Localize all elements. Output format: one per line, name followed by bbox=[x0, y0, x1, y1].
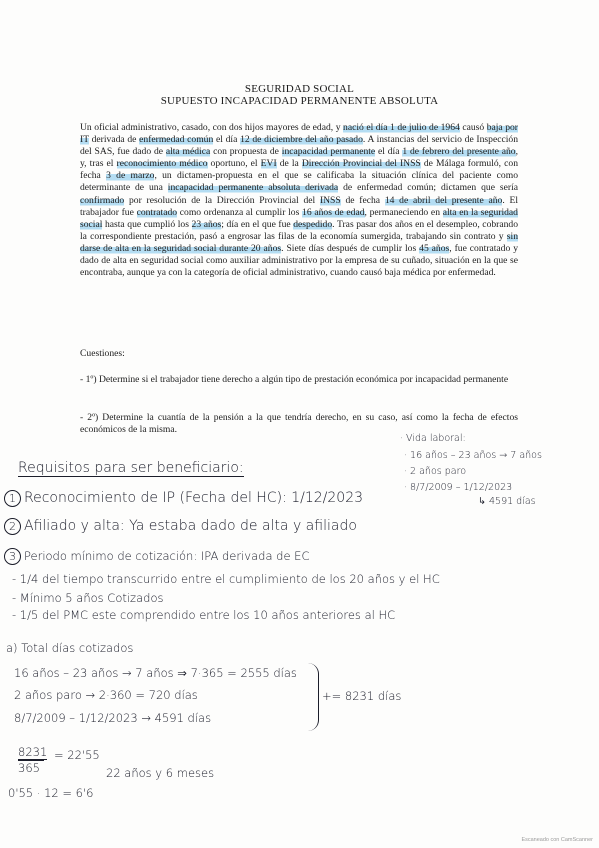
highlighted-text: 3 de marzo bbox=[106, 170, 155, 182]
case-text: . Siete días después de cumplir los bbox=[281, 242, 420, 254]
case-text: derivada de bbox=[88, 134, 140, 146]
case-text: como ordenanza al cumplir los bbox=[177, 206, 303, 218]
highlighted-text: reconocimiento médico bbox=[116, 158, 208, 170]
number-circle: 1 bbox=[4, 490, 21, 507]
highlighted-text: 16 años de edad bbox=[302, 206, 365, 218]
case-text: oportuno, el bbox=[207, 158, 261, 170]
case-text: con propuesta de bbox=[210, 146, 282, 158]
highlighted-text: enfermedad común bbox=[139, 134, 214, 146]
case-text: ; día en el que fue bbox=[221, 218, 294, 230]
vida-laboral-item: · 16 años – 23 años → 7 años bbox=[404, 450, 542, 461]
question-2: - 2º) Determine la cuantía de la pensión a la que tendría derecho, en su caso, así como la fecha de efectos económicos de la misma. bbox=[80, 412, 518, 436]
case-text: de enfermedad común; dictamen que sería bbox=[338, 182, 518, 194]
highlighted-text: 1 de febrero del presente año bbox=[402, 146, 516, 158]
highlighted-text: 12 de diciembre del año pasado bbox=[240, 134, 363, 146]
requisito-3-condition: - 1/4 del tiempo transcurrido entre el cumplimiento de los 20 años y el HC bbox=[12, 572, 440, 586]
case-text: de fecha bbox=[340, 194, 385, 206]
case-text: . A instancias del servicio de Inspección del SAS, fue dado de bbox=[80, 134, 518, 158]
document-subtitle: SUPUESTO INCAPACIDAD PERMANENTE ABSOLUTA bbox=[160, 95, 439, 107]
requisito-3 bbox=[4, 548, 309, 565]
requisito-text: Reconocimiento de IP (Fecha del HC): 1/12/2023 bbox=[24, 490, 364, 506]
highlighted-text: confirmado bbox=[80, 194, 125, 206]
number-circle: 2 bbox=[4, 518, 21, 535]
questions-label: Cuestiones: bbox=[80, 348, 125, 359]
highlighted-text: contratado bbox=[136, 206, 178, 218]
requisito-2 bbox=[4, 518, 357, 535]
fraction-numerator: 8231 bbox=[18, 745, 48, 759]
vida-laboral-item: ↳ 4591 días bbox=[478, 496, 536, 507]
highlighted-text: despedido bbox=[293, 218, 333, 230]
highlighted-text: alta en la seguridad social bbox=[80, 206, 518, 230]
case-text: , permaneciendo en bbox=[364, 206, 443, 218]
case-text: por resolución de la Dirección Provincial del bbox=[124, 194, 320, 206]
case-text: . El trabajador fue bbox=[80, 194, 519, 218]
requisitos-heading: Requisitos para ser beneficiario: bbox=[18, 460, 244, 476]
fraction-calc: 0'55 · 12 = 6'6 bbox=[8, 786, 94, 800]
calc-line: 16 años – 23 años → 7 años ⇒ 7·365 = 2555 días bbox=[14, 666, 297, 680]
requisito-3-condition: - 1/5 del PMC este comprendido entre los 10 años anteriores al HC bbox=[12, 608, 396, 622]
calc-line: 2 años paro → 2·360 = 720 días bbox=[14, 688, 198, 702]
document-title: SEGURIDAD SOCIAL bbox=[244, 83, 355, 95]
highlighted-text: EVI bbox=[260, 158, 277, 170]
case-text: el día bbox=[213, 134, 241, 146]
watermark: Escaneado con CamScanner bbox=[521, 837, 593, 843]
vida-laboral-item: · 2 años paro bbox=[404, 466, 467, 477]
case-text: el día bbox=[375, 146, 403, 158]
fraction-result: = 22'55 bbox=[54, 748, 100, 762]
calc-total: += 8231 días bbox=[322, 689, 402, 703]
case-statement bbox=[80, 122, 518, 279]
case-text: , fue contratado y dado de alta en seguridad social como auxiliar administrativo por la empresa de su cuñado, situación en la que se encontraba, aunque ya con la categoría de oficial administrativo, cuando causó baja médica por enfermedad. bbox=[80, 242, 518, 279]
case-text: . Tras pasar dos años en el desempleo, cobrando la correspondiente prestación, pasó a engrosar las filas de la economía sumergida, trabajando sin contrato y bbox=[80, 218, 519, 242]
highlighted-text: baja por IT bbox=[80, 122, 518, 146]
calc-line: 8/7/2009 – 1/12/2023 → 4591 días bbox=[14, 711, 212, 725]
case-text: de Málaga formuló, con fecha bbox=[80, 158, 518, 182]
total-heading: a) Total días cotizados bbox=[6, 641, 134, 655]
number-circle: 3 bbox=[4, 548, 21, 565]
brace bbox=[308, 663, 319, 731]
highlighted-text: sin darse de alta en la seguridad social durante 20 años bbox=[80, 230, 518, 254]
vida-laboral-title: · Vida laboral: bbox=[400, 433, 466, 444]
requisito-3-condition: - Mínimo 5 años Cotizados bbox=[12, 591, 164, 605]
highlighted-text: Dirección Provincial del INSS bbox=[301, 158, 421, 170]
fraction-denominator: 365 bbox=[18, 761, 40, 775]
highlighted-text: 45 años bbox=[419, 242, 450, 254]
highlighted-text: nació el día 1 de julio de 1964 bbox=[343, 122, 460, 133]
case-text: de la bbox=[276, 158, 302, 170]
highlighted-text: INSS bbox=[319, 194, 341, 206]
vida-laboral-item: · 8/7/2009 – 1/12/2023 bbox=[404, 482, 513, 493]
case-text: causó bbox=[459, 122, 487, 133]
highlighted-text: incapacidad permanente bbox=[281, 146, 376, 158]
case-text: , un dictamen-propuesta en el que se calificaba la situación clínica del paciente como determinante de una bbox=[80, 170, 518, 194]
requisito-1 bbox=[4, 490, 363, 507]
question-1: - 1º) Determine si el trabajador tiene derecho a algún tipo de prestación económica por incapacidad permanente bbox=[80, 374, 509, 385]
highlighted-text: alta médica bbox=[165, 146, 211, 158]
highlighted-text: incapacidad permanente absoluta derivada bbox=[167, 182, 339, 194]
highlighted-text: 14 de abril del presente año bbox=[384, 194, 503, 206]
requisito-text: Periodo mínimo de cotización: IPA derivada de EC bbox=[24, 549, 310, 563]
case-text: hasta que cumplió los bbox=[102, 218, 192, 230]
fraction-years: 22 años y 6 meses bbox=[106, 766, 215, 780]
case-text: , y, tras el bbox=[80, 146, 518, 170]
highlighted-text: 23 años bbox=[191, 218, 222, 230]
requisito-text: Afiliado y alta: Ya estaba dado de alta y afiliado bbox=[24, 518, 357, 534]
case-text: Un oficial administrativo, casado, con dos hijos mayores de edad, y bbox=[80, 122, 344, 133]
